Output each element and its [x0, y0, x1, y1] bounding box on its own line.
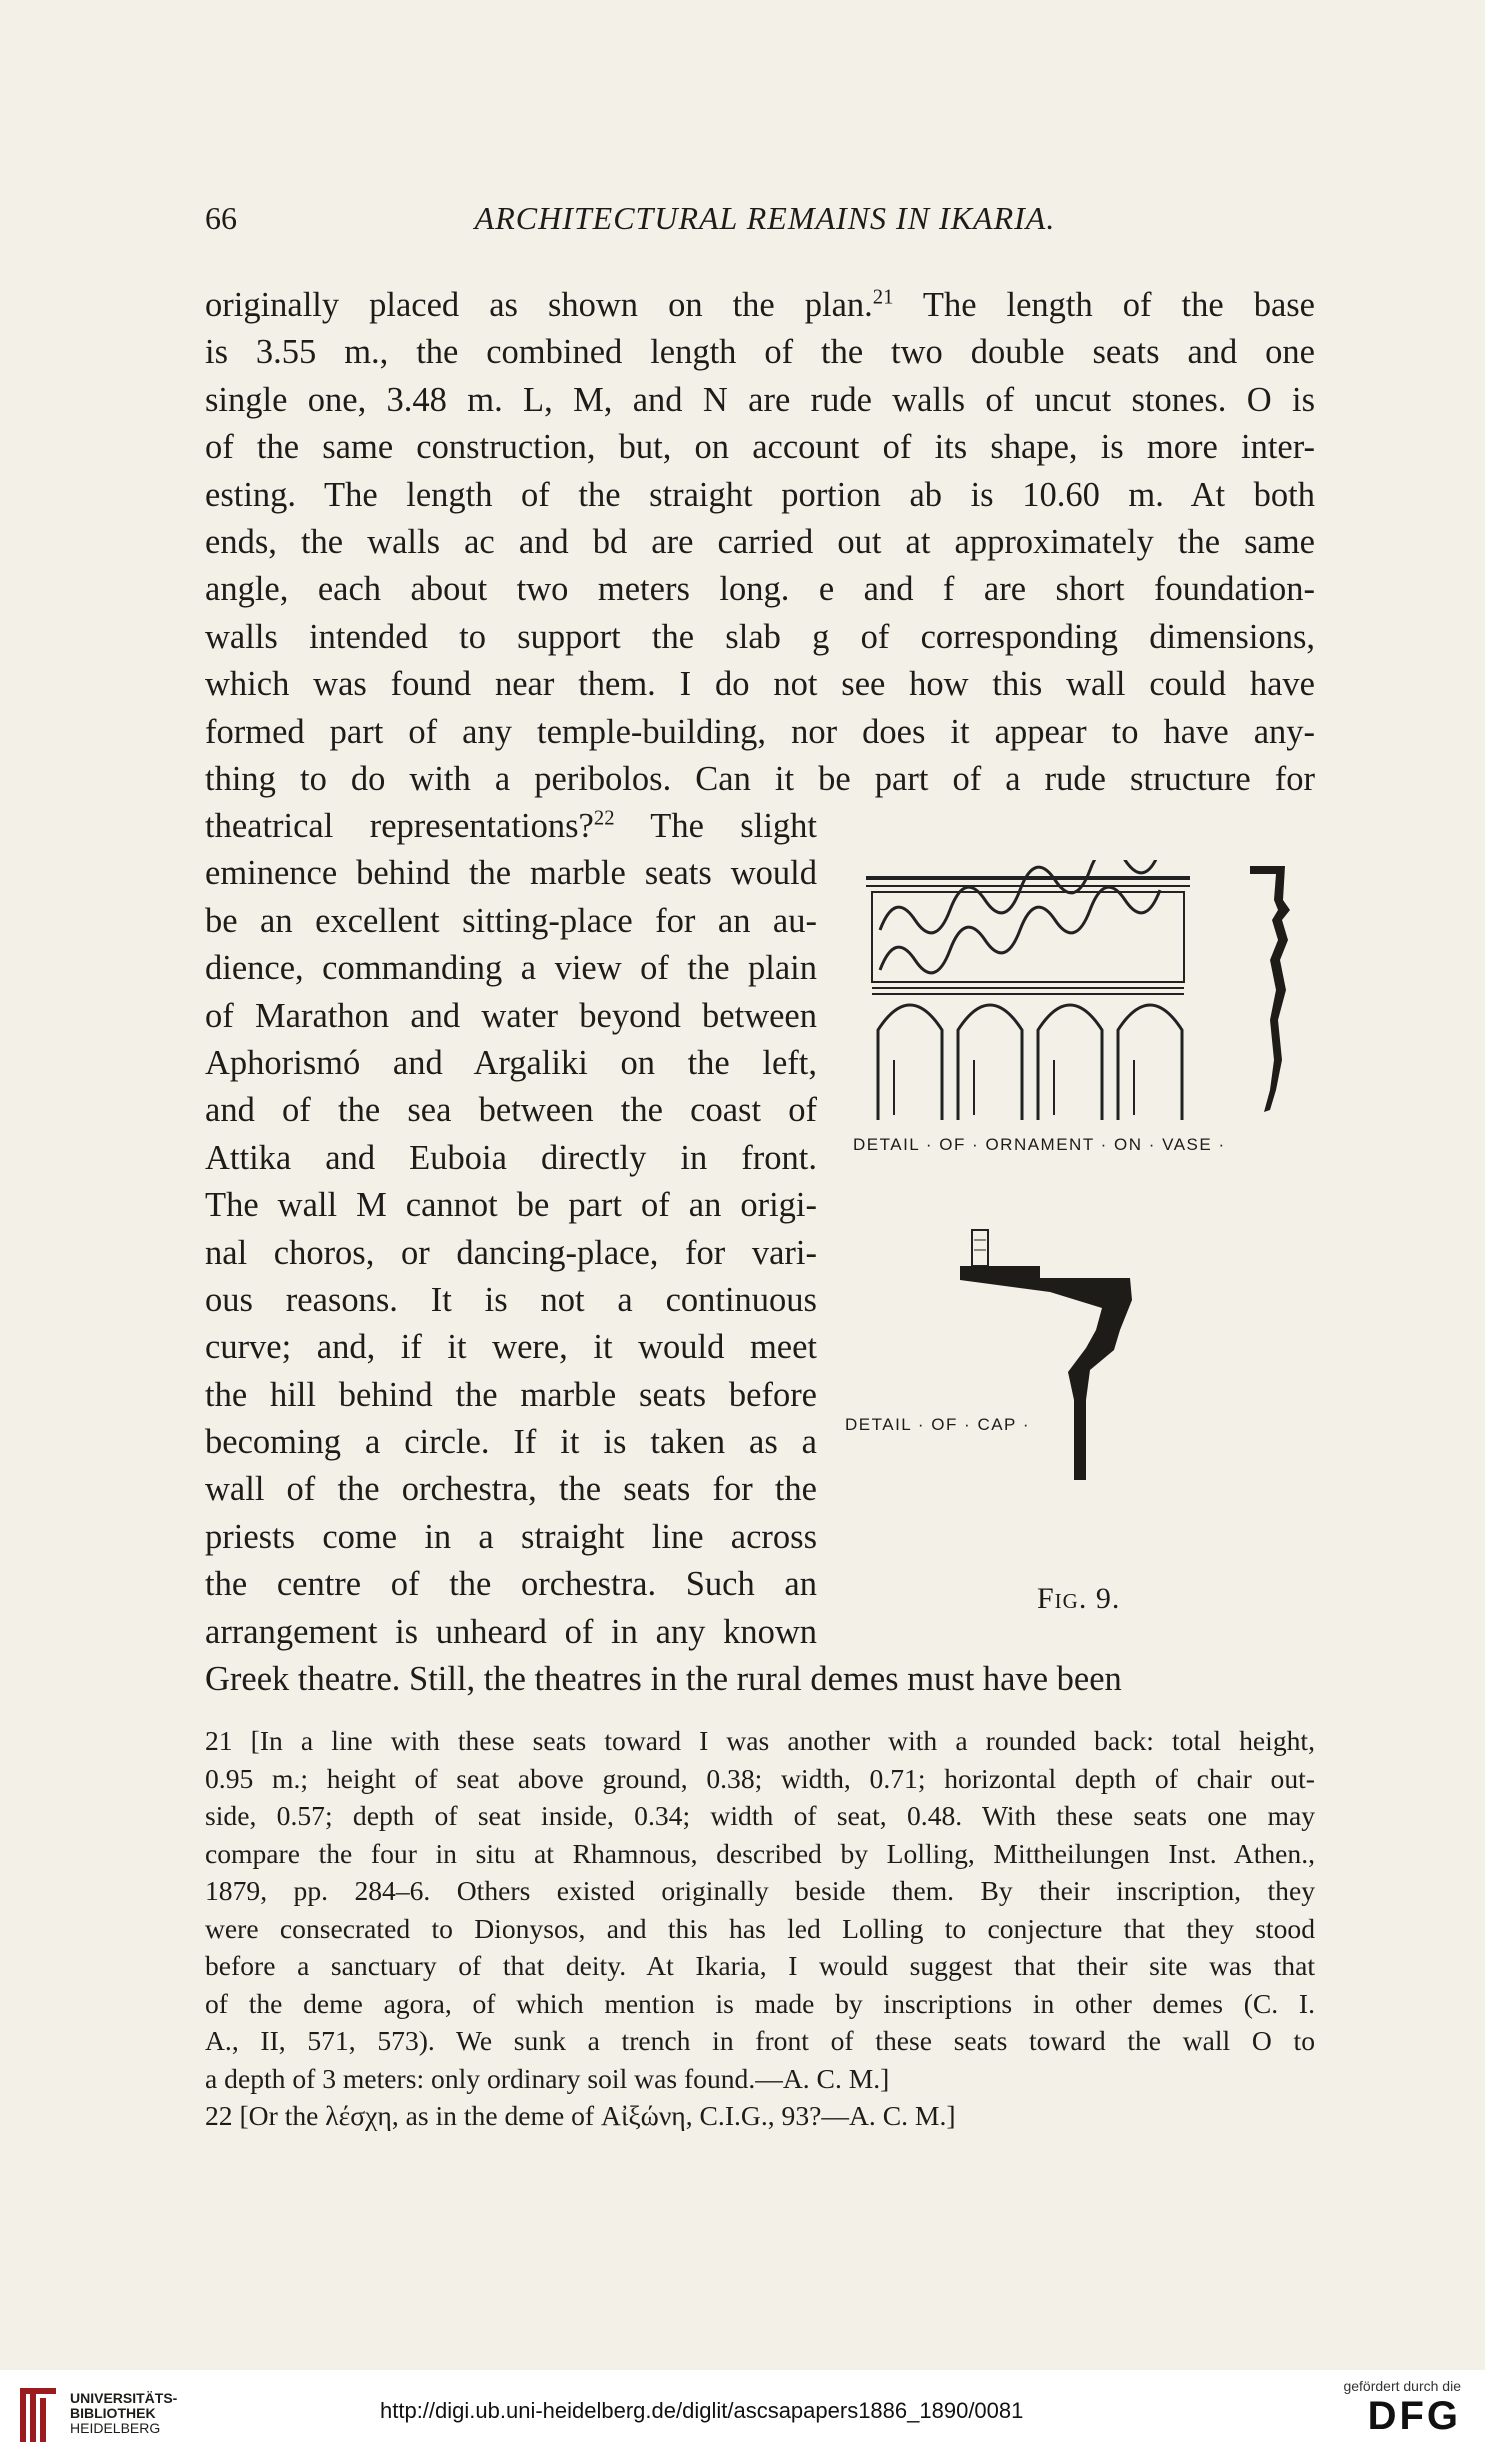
paragraph-bottom: [205, 1656, 1315, 1703]
text-line: which was found near them. I do not see how this wall could have: [205, 665, 1315, 704]
text-line: 22 [Or the λέσχη, as in the deme of Αἰξώνη, C.I.G., 93?—A. C. M.]: [205, 2100, 956, 2131]
source-url-link[interactable]: http://digi.ub.uni-heidelberg.de/diglit/ascsapapers1886_1890/0081: [380, 2398, 1024, 2423]
text-line: theatrical representations?$^{22}$ The slight: [205, 807, 817, 845]
figure-caption-cap: DETAIL · OF · CAP ·: [845, 1415, 1030, 1434]
footer: [0, 2370, 1485, 2450]
library-name: UNIVERSITÄTS- BIBLIOTHEK HEIDELBERG: [70, 2390, 178, 2436]
footnote-reference: 22: [593, 807, 615, 830]
paragraph-top: [205, 282, 1315, 803]
funding-credit: gefördert durch die DFG: [1343, 2378, 1461, 2438]
text-line: wall of the orchestra, the seats for the: [205, 1470, 817, 1509]
text-line: priests come in a straight line across: [205, 1517, 817, 1556]
cap-profile-illustration: [850, 860, 1320, 1630]
text-line: eminence behind the marble seats would: [205, 854, 817, 893]
text-line: and of the sea between the coast of: [205, 1091, 817, 1130]
text-line: ends, the walls ac and bd are carried out at approximately the same: [205, 522, 1315, 561]
text-line: originally placed as shown on the plan.$^{21}$ The length of the base: [205, 286, 1315, 324]
text-line: Aphorismó and Argaliki on the left,: [205, 1043, 817, 1082]
text-line: side, 0.57; depth of seat inside, 0.34; width of seat, 0.48. With these seats one may: [205, 1800, 1315, 1831]
text-line: were consecrated to Dionysos, and this has led Lolling to conjecture that they stood: [205, 1912, 1315, 1944]
text-line: becoming a circle. If it is taken as a: [205, 1423, 817, 1462]
text-line: esting. The length of the straight portion ab is 10.60 m. At both: [205, 475, 1315, 514]
text-line: ous reasons. It is not a continuous: [205, 1280, 817, 1319]
figure-label: Fig. 9.: [1037, 1582, 1121, 1615]
footnote-reference: 21: [872, 286, 894, 309]
text-line: angle, each about two meters long. e and f are short foundation-: [205, 570, 1315, 609]
text-line: walls intended to support the slab g of corresponding dimensions,: [205, 617, 1315, 656]
page-number: 66: [205, 200, 237, 236]
text-line: be an excellent sitting-place for an au-: [205, 901, 817, 940]
figure-caption-vase: DETAIL · OF · ORNAMENT · ON · VASE ·: [853, 1135, 1226, 1154]
text-line: The wall M cannot be part of an origi-: [205, 1186, 817, 1225]
text-line: Attika and Euboia directly in front.: [205, 1138, 817, 1177]
text-line: of the deme agora, of which mention is made by inscriptions in other demes (C. I.: [205, 1987, 1315, 2019]
text-line: the centre of the orchestra. Such an: [205, 1565, 817, 1604]
text-line: thing to do with a peribolos. Can it be part of a rude structure for: [205, 759, 1315, 798]
text-line: a depth of 3 meters: only ordinary soil was found.—A. C. M.]: [205, 2062, 890, 2094]
text-line: before a sanctuary of that deity. At Ikaria, I would suggest that their site was that: [205, 1950, 1315, 1981]
text-line: 21 [In a line with these seats toward I was another with a rounded back: total height,: [205, 1725, 1315, 1756]
page-header: [205, 200, 1325, 250]
text-line: formed part of any temple-building, nor does it appear to have any-: [205, 712, 1315, 751]
paragraph-column: [205, 803, 817, 1656]
text-line: arrangement is unheard of in any known: [205, 1612, 817, 1651]
text-line: dience, commanding a view of the plain: [205, 949, 817, 988]
text-line: nal choros, or dancing-place, for vari-: [205, 1233, 817, 1272]
text-line: 1879, pp. 284–6. Others existed originally beside them. By their inscription, they: [205, 1875, 1315, 1906]
figure-9: [845, 860, 1320, 1630]
text-line: curve; and, if it were, it would meet: [205, 1328, 817, 1367]
text-line: Greek theatre. Still, the theatres in the rural demes must have been: [205, 1660, 1122, 1698]
text-line: the hill behind the marble seats before: [205, 1375, 817, 1414]
library-logo-icon: [18, 2386, 58, 2444]
text-line: single one, 3.48 m. L, M, and N are rude walls of uncut stones. O is: [205, 380, 1315, 419]
dfg-logo: DFG: [1367, 2394, 1461, 2438]
text-line: of Marathon and water beyond between: [205, 996, 817, 1035]
footnotes: [205, 1722, 1315, 2135]
text-line: 0.95 m.; height of seat above ground, 0.38; width, 0.71; horizontal depth of chair out-: [205, 1762, 1315, 1794]
text-line: compare the four in situ at Rhamnous, described by Lolling, Mittheilungen Inst. Athen.,: [205, 1837, 1315, 1869]
text-line: A., II, 571, 573). We sunk a trench in front of these seats toward the wall O to: [205, 2025, 1315, 2056]
text-line: is 3.55 m., the combined length of the two double seats and one: [205, 333, 1315, 372]
text-line: of the same construction, but, on account of its shape, is more inter-: [205, 428, 1315, 467]
running-title: ARCHITECTURAL REMAINS IN IKARIA.: [474, 200, 1056, 236]
